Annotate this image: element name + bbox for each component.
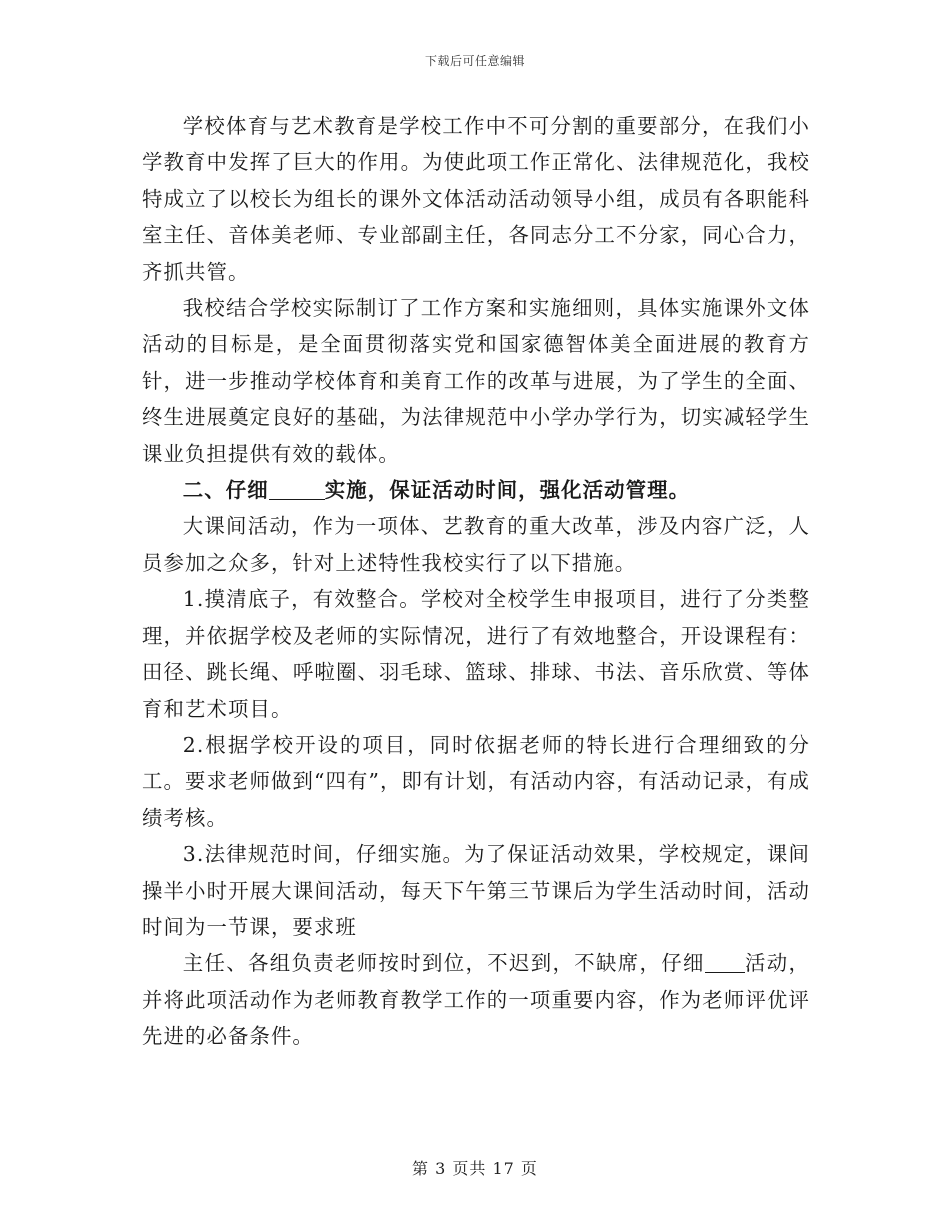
section-heading-part-1: 二、仔细: [182, 478, 269, 503]
paragraph-continuation-part-2: 活动，并将此项活动作为老师教育教学工作的一项重要内容，作为老师评优评先进的必备条件。: [142, 951, 810, 1049]
paragraph-big-break-activity: 大课间活动，作为一项体、艺教育的重大改革，涉及内容广泛，人员参加之众多，针对上述特性我校实行了以下措施。: [142, 514, 810, 575]
paragraph-measure-2: 2.根据学校开设的项目，同时依据老师的特长进行合理细致的分工。要求老师做到“四有”，即有计划，有活动内容，有活动记录，有成绩考核。: [142, 732, 810, 830]
paragraph-goals: 我校结合学校实际制订了工作方案和实施细则，具体实施课外文体活动的目标是，是全面贯彻落实党和国家德智体美全面进展的教育方针，进一步推动学校体育和美育工作的改革与进展，为了学生的全面、终生进展奠定良好的基础，为法律规范中小学办学行为，切实减轻学生课业负担提供有效的载体。: [142, 296, 810, 466]
paragraph-measure-3: 3.法律规范时间，仔细实施。为了保证活动效果，学校规定，课间操半小时开展大课间活动，每天下午第三节课后为学生活动时间，活动时间为一节课，要求班: [142, 842, 810, 939]
fill-in-blank: [705, 952, 745, 973]
paragraph-measure-1: 1.摸清底子，有效整合。学校对全校学生申报项目，进行了分类整理，并依据学校及老师的实际情况，进行了有效地整合，开设课程有：田径、跳长绳、呼啦圈、羽毛球、篮球、排球、书法、音乐欣赏、等体育和艺术项目。: [142, 587, 810, 721]
paragraph-continuation: [142, 945, 810, 1054]
fill-in-blank: [269, 479, 325, 500]
paragraph-leadership-group: 学校体育与艺术教育是学校工作中不可分割的重要部分，在我们小学教育中发挥了巨大的作用。为使此项工作正常化、法律规范化，我校特成立了以校长为组长的课外文体活动活动领导小组，成员有各职能科室主任、音体美老师、专业部副主任，各同志分工不分家，同心合力，齐抓共管。: [142, 114, 810, 284]
page-header: 下载后可任意编辑: [424, 54, 525, 68]
section-heading: [142, 472, 810, 508]
page-number: 第 3 页共 17 页: [412, 1159, 538, 1178]
paragraph-continuation-part-1: 主任、各组负责老师按时到位，不迟到，不缺席，仔细: [182, 951, 705, 976]
section-heading-part-2: 实施，保证活动时间，强化活动管理。: [324, 478, 691, 503]
document-body: [142, 108, 810, 1055]
